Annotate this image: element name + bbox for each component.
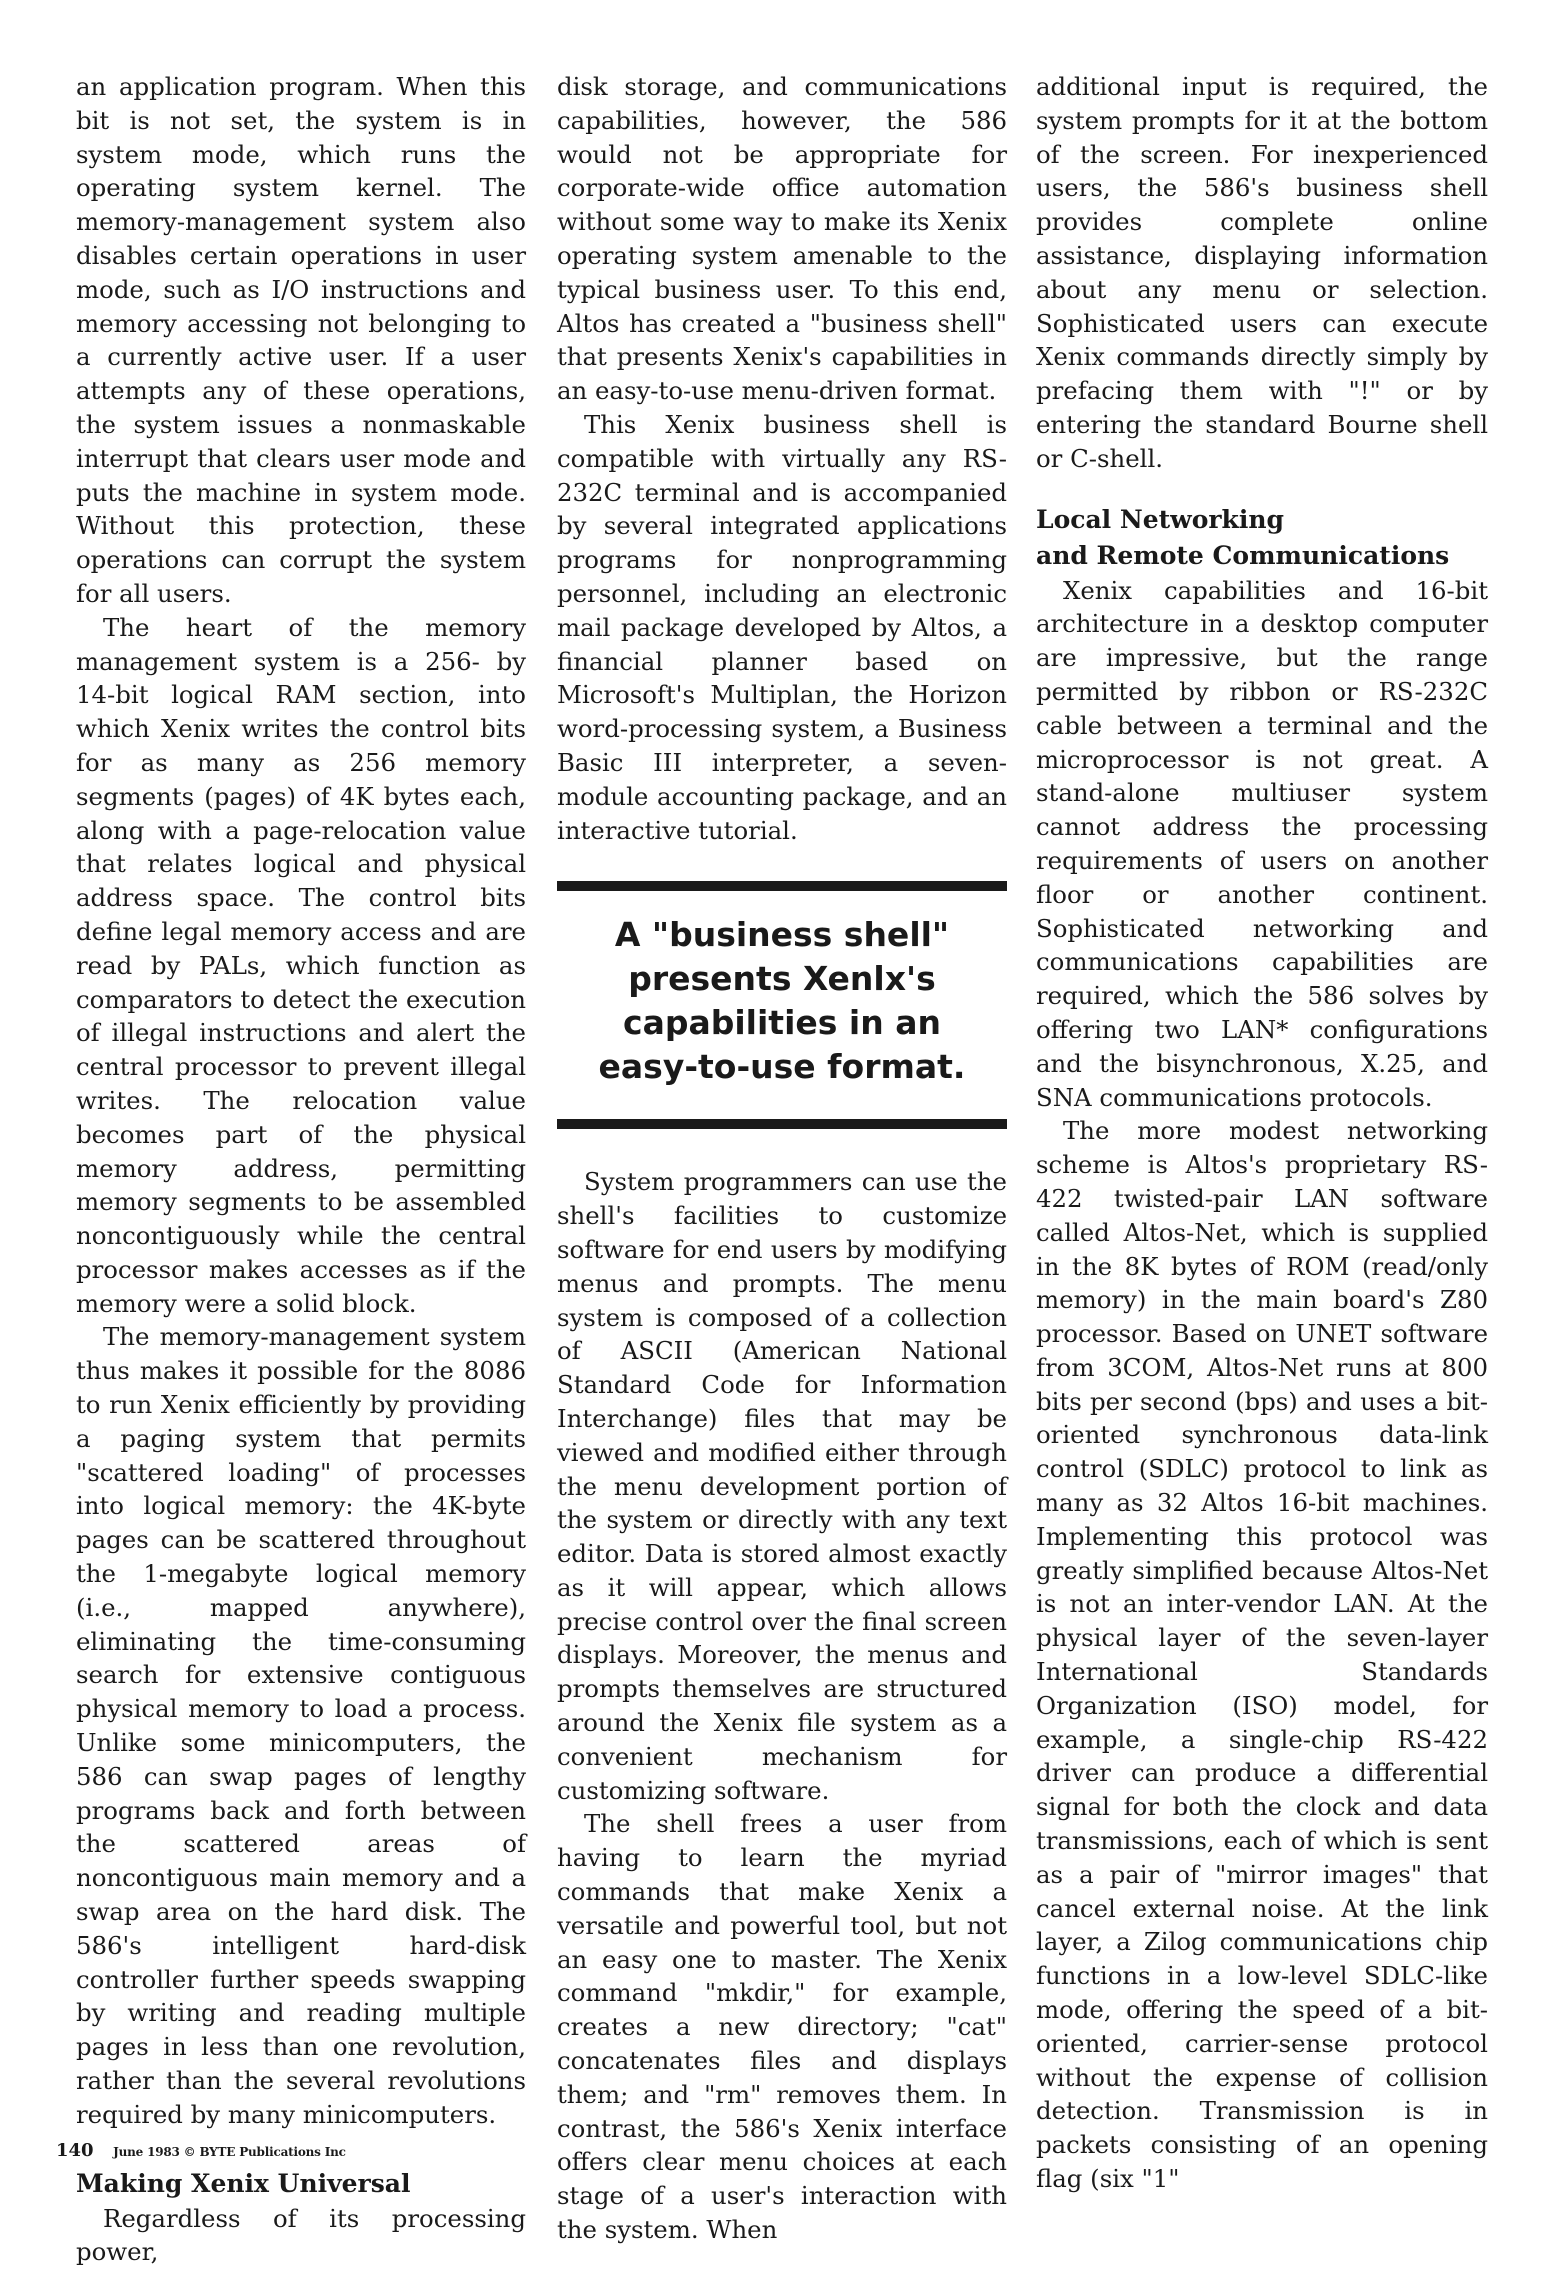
paragraph: The memory-management system thus makes it possible for the 8086 to run Xenix efficiently by providing a paging system that permits "scattered loading" of processes into logical memory: the 4K-byte pages can be scattered throughout the 1-megabyte logical memory (i.e., mapped anywhere), eliminating the time-consuming search for extensive contiguous physical memory to load a process. Unlike some minicomputers, the 586 can swap pages of lengthy programs back and forth between the scattered areas of noncontiguous main memory and a swap area on the hard disk. The 586's intelligent hard-disk controller further speeds swapping by writing and reading multiple pages in less than one revolution, rather than the several revolutions required by many minicomputers.: [76, 1322, 526, 2129]
section-heading-line: and Remote Communications: [1036, 540, 1450, 570]
page-footer: [56, 2140, 346, 2161]
pull-quote-line: easy-to-use format.: [598, 1047, 966, 1087]
pull-quote-line: presents Xenlx's: [628, 959, 936, 999]
paragraph: The heart of the memory management system is a 256- by 14-bit logical RAM section, into which Xenix writes the control bits for as many as 256 memory segments (pages) of 4K bytes each, along with a page-relocation value that relates logical and physical address space. The control bits define legal memory access and are read by PALs, which function as comparators to detect the execution of illegal instructions and alert the central processor to prevent illegal writes. The relocation value becomes part of the physical memory address, permitting memory segments to be assembled noncontiguously while the central processor makes accesses as if the memory were a solid block.: [76, 612, 526, 1318]
paragraph: an application program. When this bit is not set, the system is in system mode, which runs the operating system kernel. The memory-management system also disables certain operations in user mode, such as I/O instructions and memory accessing not belonging to a currently active user. If a user attempts any of these operations, the system issues a nonmaskable interrupt that clears user mode and puts the machine in system mode. Without this protection, these operations can corrupt the system for all users.: [76, 72, 526, 608]
paragraph: Xenix capabilities and 16-bit architecture in a desktop computer are impressive, but the range permitted by ribbon or RS-232C cable between a terminal and the microprocessor is not great. A stand-alone multiuser system cannot address the processing requirements of users on another floor or another continent. Sophisticated networking and communications capabilities are required, which the 586 solves by offering two LAN* configurations and the bisynchronous, X.25, and SNA communications protocols.: [1036, 575, 1488, 1112]
pull-quote-line: capabilities in an: [623, 1003, 941, 1043]
paragraph: System programmers can use the shell's facilities to customize software for end users by modifying menus and prompts. The menu system is composed of a collection of ASCII (American National Standard Code for Information Interchange) files that may be viewed and modified either through the menu development portion of the system or directly with any text editor. Data is stored almost exactly as it will appear, which allows precise control over the final screen displays. Moreover, the menus and prompts themselves are structured around the Xenix file system as a convenient mechanism for customizing software.: [557, 1167, 1007, 1805]
paragraph: disk storage, and communications capabilities, however, the 586 would not be appropriate for corporate-wide office automation without some way to make its Xenix operating system amenable to the typical business user. To this end, Altos has created a "business shell" that presents Xenix's capabilities in an easy-to-use menu-driven format.: [557, 72, 1007, 406]
section-heading: Making Xenix Universal: [76, 2168, 411, 2198]
paragraph: This Xenix business shell is compatible with virtually any RS-232C terminal and is accompanied by several integrated applications programs for nonprogramming personnel, including an electronic mail package developed by Altos, a financial planner based on Microsoft's Multiplan, the Horizon word-processing system, a Business Basic III interpreter, a seven-module accounting package, and an interactive tutorial.: [557, 409, 1007, 845]
section-heading-line: Local Networking: [1036, 504, 1285, 534]
paragraph: Regardless of its processing power,: [76, 2203, 526, 2267]
paragraph: The more modest networking scheme is Altos's proprietary RS-422 twisted-pair LAN software called Altos-Net, which is supplied in the 8K bytes of ROM (read/only memory) in the main board's Z80 processor. Based on UNET software from 3COM, Altos-Net runs at 800 bits per second (bps) and uses a bit-oriented synchronous data-link control (SDLC) protocol to link as many as 32 Altos 16-bit machines. Implementing this protocol was greatly simplified because Altos-Net is not an inter-vendor LAN. At the physical layer of the seven-layer International Standards Organization (ISO) model, for example, a single-chip RS-422 driver can produce a differential signal for both the clock and data transmissions, each of which is sent as a pair of "mirror images" that cancel external noise. At the link layer, a Zilog communications chip functions in a low-level SDLC-like mode, offering the speed of a bit-oriented, carrier-sense protocol without the expense of collision detection. Transmission is in packets consisting of an opening flag (six "1": [1036, 1116, 1488, 2194]
section-heading: [1036, 502, 1488, 574]
paragraph: additional input is required, the system prompts for it at the bottom of the screen. For inexperienced users, the 586's business shell provides complete online assistance, displaying information about any menu or selection. Sophisticated users can execute Xenix commands directly simply by prefacing them with "!" or by entering the standard Bourne shell or C-shell.: [1036, 72, 1488, 473]
paragraph: The shell frees a user from having to learn the myriad commands that make Xenix a versatile and powerful tool, but not an easy one to master. The Xenix command "mkdir," for example, creates a new directory; "cat" concatenates files and displays them; and "rm" removes them. In contrast, the 586's Xenix interface offers clear menu choices at each stage of a user's interaction with the system. When: [557, 1809, 1007, 2245]
column-1: [76, 70, 526, 2269]
column-2: [557, 70, 1007, 2247]
column-3: [1036, 70, 1488, 2196]
pull-quote-line: A "business shell": [614, 915, 950, 955]
pull-quote: [557, 881, 1007, 1129]
page-number: 140: [56, 2140, 94, 2161]
publication-credit: June 1983 © BYTE Publications Inc: [113, 2145, 346, 2159]
